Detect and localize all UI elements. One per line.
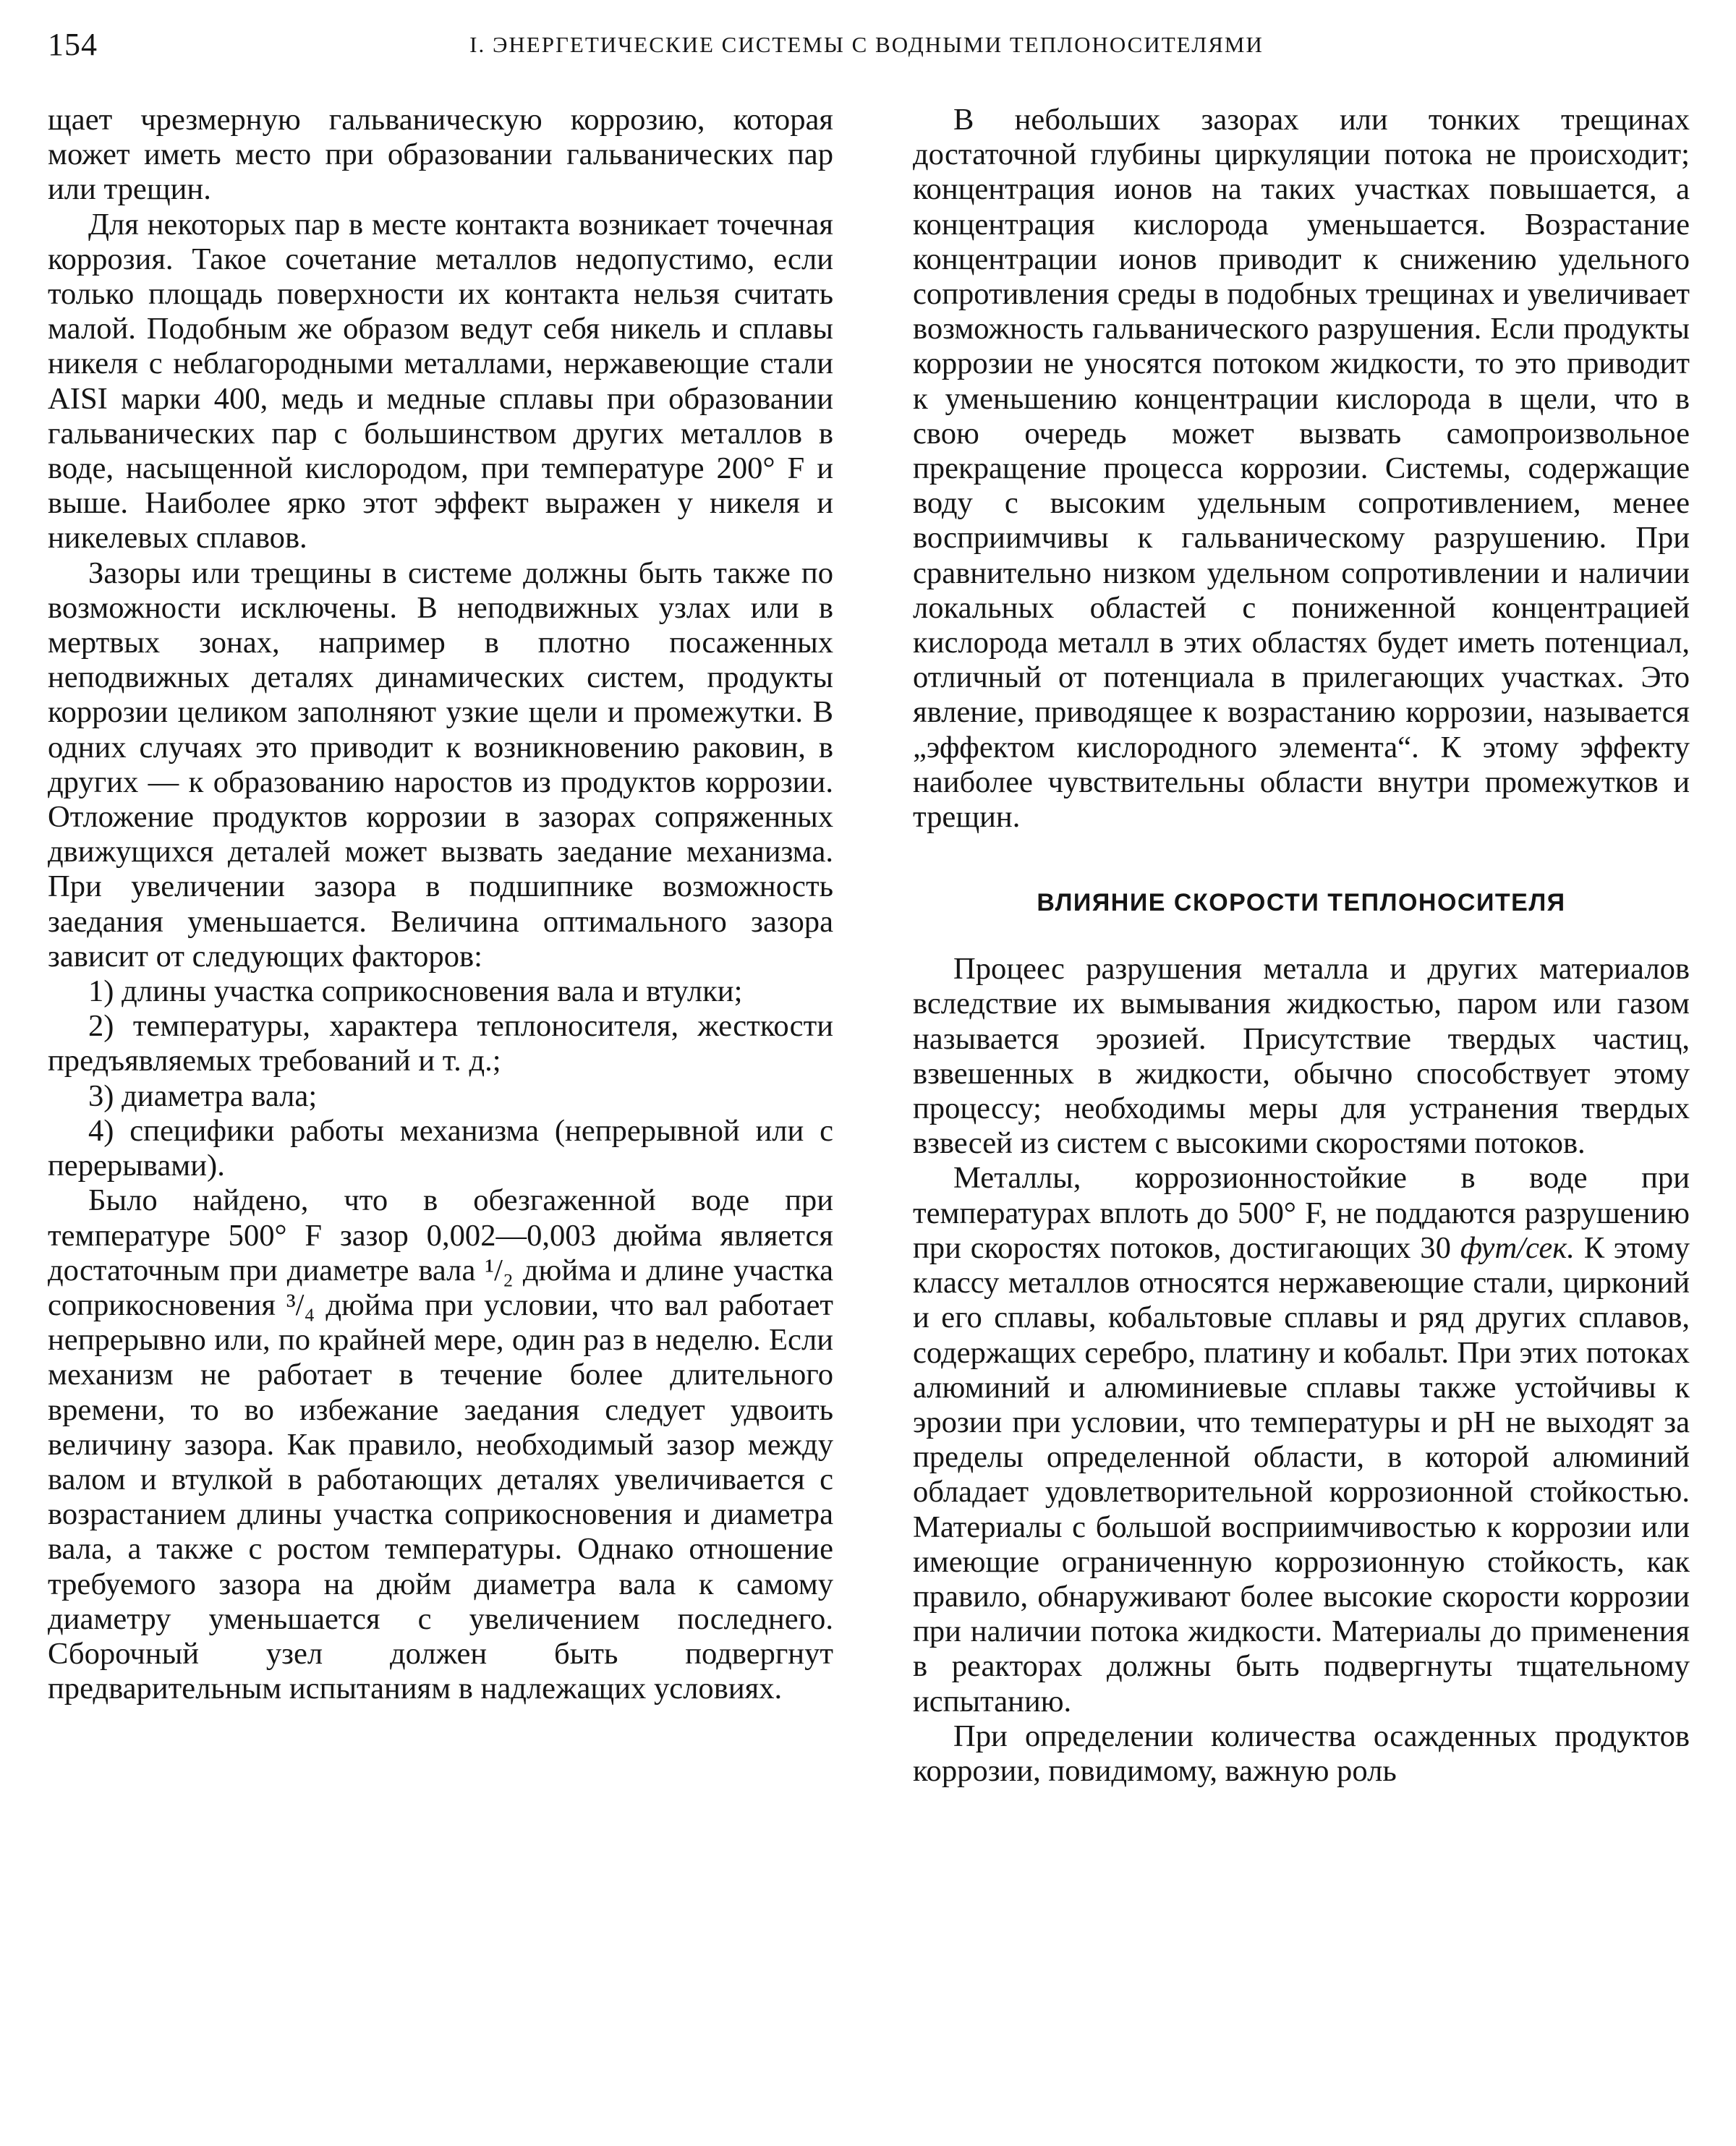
page-header	[48, 26, 1685, 67]
text-run: Металлы, коррозионностойкие в воде при температурах вплоть до 500° F, не поддаются разрушению при скоростях потоков, достигающих 30	[913, 1161, 1690, 1265]
text-run: дюйма при условии, что вал работает непрерывно или, по крайней мере, один раз в неделю. Если механизм не работает в течение более длительного времени, то во избежание заедания следует удвоить величину зазора. Как правило, необходимый зазор между валом и втулкой в работающих деталях увеличивается с возрастанием длины участка соприкосновения и диаметра вала, а также с ростом температуры. Однако отношение требуемого зазора на дюйм диаметра вала к самому диаметру уменьшается с увеличением последнего. Сборочный узел должен быть подвергнут предварительным испытаниям в надлежащих условиях.	[48, 1287, 833, 1706]
fraction: ³/₄	[286, 1287, 315, 1322]
page-number: 154	[48, 27, 98, 62]
running-head: I. ЭНЕРГЕТИЧЕСКИЕ СИСТЕМЫ С ВОДНЫМИ ТЕПЛОНОСИТЕЛЯМИ	[469, 32, 1264, 57]
paragraph: Процеес разрушения металла и других материалов вследствие их вымывания жидкостью, паром или газом называется эрозией. Присутствие твердых частиц, взвешенных в жидкости, обычно способствует этому процессу; необходимы меры для устранения твердых взвесей из систем с высокими скоростями потоков.	[913, 952, 1690, 1161]
text-run: дюйма и длине участка соприкосновения	[48, 1253, 833, 1322]
paragraph: Зазоры или трещины в системе должны быть также по возможности исключены. В неподвижных узлах или в мертвых зонах, например в плотно посаженных неподвижных деталях динамических систем, продукты коррозии целиком заполняют узкие щели и промежутки. В одних случаях это приводит к возникновению раковин, в других — к образованию наростов из продуктов коррозии. Отложение продуктов коррозии в зазорах сопряженных движущихся деталей может вызвать заедание механизма. При увеличении зазора в подшипнике возможность заедания уменьшается. Величина оптимального зазора зависит от следующих факторов:	[48, 555, 833, 974]
fraction: ¹/₂	[485, 1253, 514, 1287]
right-column	[913, 103, 1690, 1789]
paragraph: При определении количества осажденных продуктов коррозии, повидимому, важную роль	[913, 1719, 1690, 1788]
paragraph: В небольших зазорах или тонких трещинах достаточной глубины циркуляции потока не происходит; концентрация ионов на таких участках повышается, а концентрация кислорода уменьшается. Возрастание концентрации ионов приводит к снижению удельного сопротивления среды в подобных трещинах и увеличивает возможность гальванического разрушения. Если продукты коррозии не уносятся потоком жидкости, то это приводит к уменьшению концентрации кислорода в щели, что в свою очередь может вызвать самопроизвольное прекращение процесса коррозии. Системы, содержащие воду с высоким удельным сопротивлением, менее восприимчивы к гальваническому разрушению. При сравнительно низком удельном сопротивлении и наличии локальных областей с пониженной концентрацией кислорода металл в этих областях будет иметь потенциал, отличный от потенциала в прилегающих участках. Это явление, приводящее к возрастанию коррозии, называется „эффектом кислородного элемента“. К этому эффекту наиболее чувствительны области внутри промежутков и трещин.	[913, 103, 1690, 835]
left-column	[48, 103, 833, 1706]
paragraph	[913, 1161, 1690, 1719]
list-item: 4) специфики работы механизма (непрерывной или с перерывами).	[48, 1113, 833, 1183]
paragraph	[48, 1183, 833, 1706]
list-item: 2) температуры, характера теплоносителя, жесткости предъявляемых требований и т. д.;	[48, 1009, 833, 1078]
list-item: 3) диаметра вала;	[88, 1078, 318, 1113]
list-item: 1) длины участка соприкосновения вала и втулки;	[88, 974, 743, 1009]
paragraph: Для некоторых пар в месте контакта возникает точечная коррозия. Такое сочетание металлов недопустимо, если только площадь поверхности их контакта нельзя считать малой. Подобным же образом ведут себя никель и сплавы никеля с неблагородными металлами, нержавеющие стали AISI марки 400, медь и медные сплавы при образовании гальванических пар с большинством других металлов в воде, насыщенной кислородом, при температуре 200° F и выше. Наиболее ярко этот эффект выражен у никеля и никелевых сплавов.	[48, 207, 833, 555]
text-run: К этому классу металлов относятся нержавеющие стали, цирконий и его сплавы, кобальтовые сплавы и ряд других сплавов, содержащих серебро, платину и кобальт. При этих потоках алюминий и алюминиевые сплавы также устойчивы к эрозии при условии, что температуры и pH не выходят за пределы определенной области, в которой алюминий обладает удовлетворительной коррозионной стойкостью. Материалы с большой восприимчивостью к коррозии или имеющие ограниченную коррозионную стойкость, как правило, обнаруживают более высокие скорости коррозии при наличии потока жидкости. Материалы до применения в реакторах должны быть подвергнуты тщательному испытанию.	[913, 1230, 1690, 1719]
text-run: Было найдено, что в обезгаженной воде при температуре 500° F зазор 0,002—0,003 дюйма является достаточным при диаметре вала	[48, 1183, 833, 1287]
section-heading: ВЛИЯНИЕ СКОРОСТИ ТЕПЛОНОСИТЕЛЯ	[1037, 889, 1566, 917]
unit-italic: фут/сек.	[1460, 1230, 1575, 1265]
paragraph: щает чрезмерную гальваническую коррозию, которая может иметь место при образовании гальванических пар или трещин.	[48, 103, 833, 207]
